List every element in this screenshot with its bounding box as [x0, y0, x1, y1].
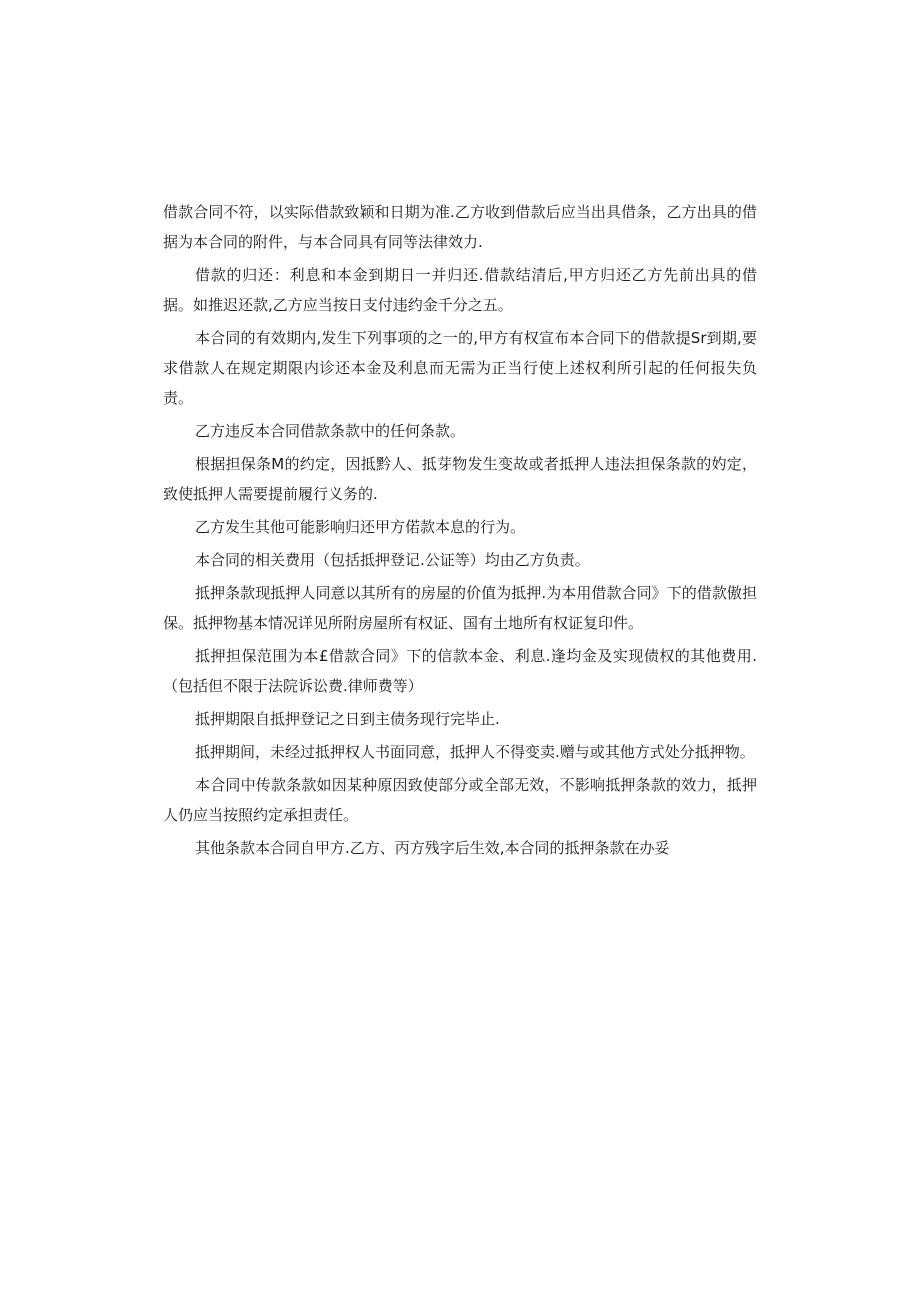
paragraph-other-conduct: 乙方发生其他可能影响归还甲方偌款本息的行为。: [195, 518, 526, 536]
paragraph-mortgage-term: 抵押期限自抵押登记之日到主债务现行完毕止.: [195, 710, 500, 728]
paragraph-loan-discrepancy: 借款合同不符，以实际借款致颖和日期为准.乙方收到借款后应当出具借条，乙方出具的借据为本合同的附件，与本合同具有同等法律效力.: [163, 203, 757, 251]
paragraph-other-terms: 其他条款本合同自甲方.乙方、丙方残字后生效,本合同的抵押条款在办妥: [195, 839, 670, 857]
paragraph-loan-repayment: 借款的归还：利息和本金到期日一并归还.借款结清后,甲方归还乙方先前出具的借据。如推迟还款,乙方应当按日支付违约金千分之五。: [163, 266, 757, 314]
contract-body: [163, 197, 757, 863]
paragraph-early-maturity: 本合同的有效期内,发生下列事项的之一的,甲方有权宣布本合同下的借款提Sr到期,要求借款人在规定期限内诊还本金及利息而无需为正当行使上述权利所引起的任何报失负责。: [163, 329, 757, 407]
paragraph-clause-validity: 本合同中传款条款如因某种原因致使部分或全部无效，不影响抵押条款的效力，抵押人仍应当按照约定承担责任。: [163, 776, 757, 824]
paragraph-mortgage-clause: 抵押条款现抵押人同意以其所有的房屋的价值为抵押.为本用借款合同》下的借款傲担保。抵押物基本情况详见所附房屋所有权证、国有土地所有权证复印件。: [163, 584, 757, 632]
paragraph-guarantee-change: 根据担保条M的约定，因抵黔人、抵芽物发生变故或者抵押人违法担保条款的妁定，致使抵押人需要提前履行义务的.: [163, 455, 757, 503]
paragraph-breach-of-terms: 乙方违反本合同借款条款中的任何条款。: [195, 422, 466, 440]
paragraph-mortgage-disposal: 抵押期间，未经过抵押权人书面同意，抵押人不得变卖.赠与或其他方式处分抵押物。: [195, 743, 755, 761]
paragraph-mortgage-scope: 抵押担保范围为本£借款合同》下的信款本金、利息.逢均金及实现债权的其他费用.（包括但不限于法院诉讼费.律师费等）: [163, 647, 757, 695]
paragraph-related-fees: 本合同的相关费用（包括抵押登记.公证等）均由乙方负责。: [195, 551, 590, 569]
